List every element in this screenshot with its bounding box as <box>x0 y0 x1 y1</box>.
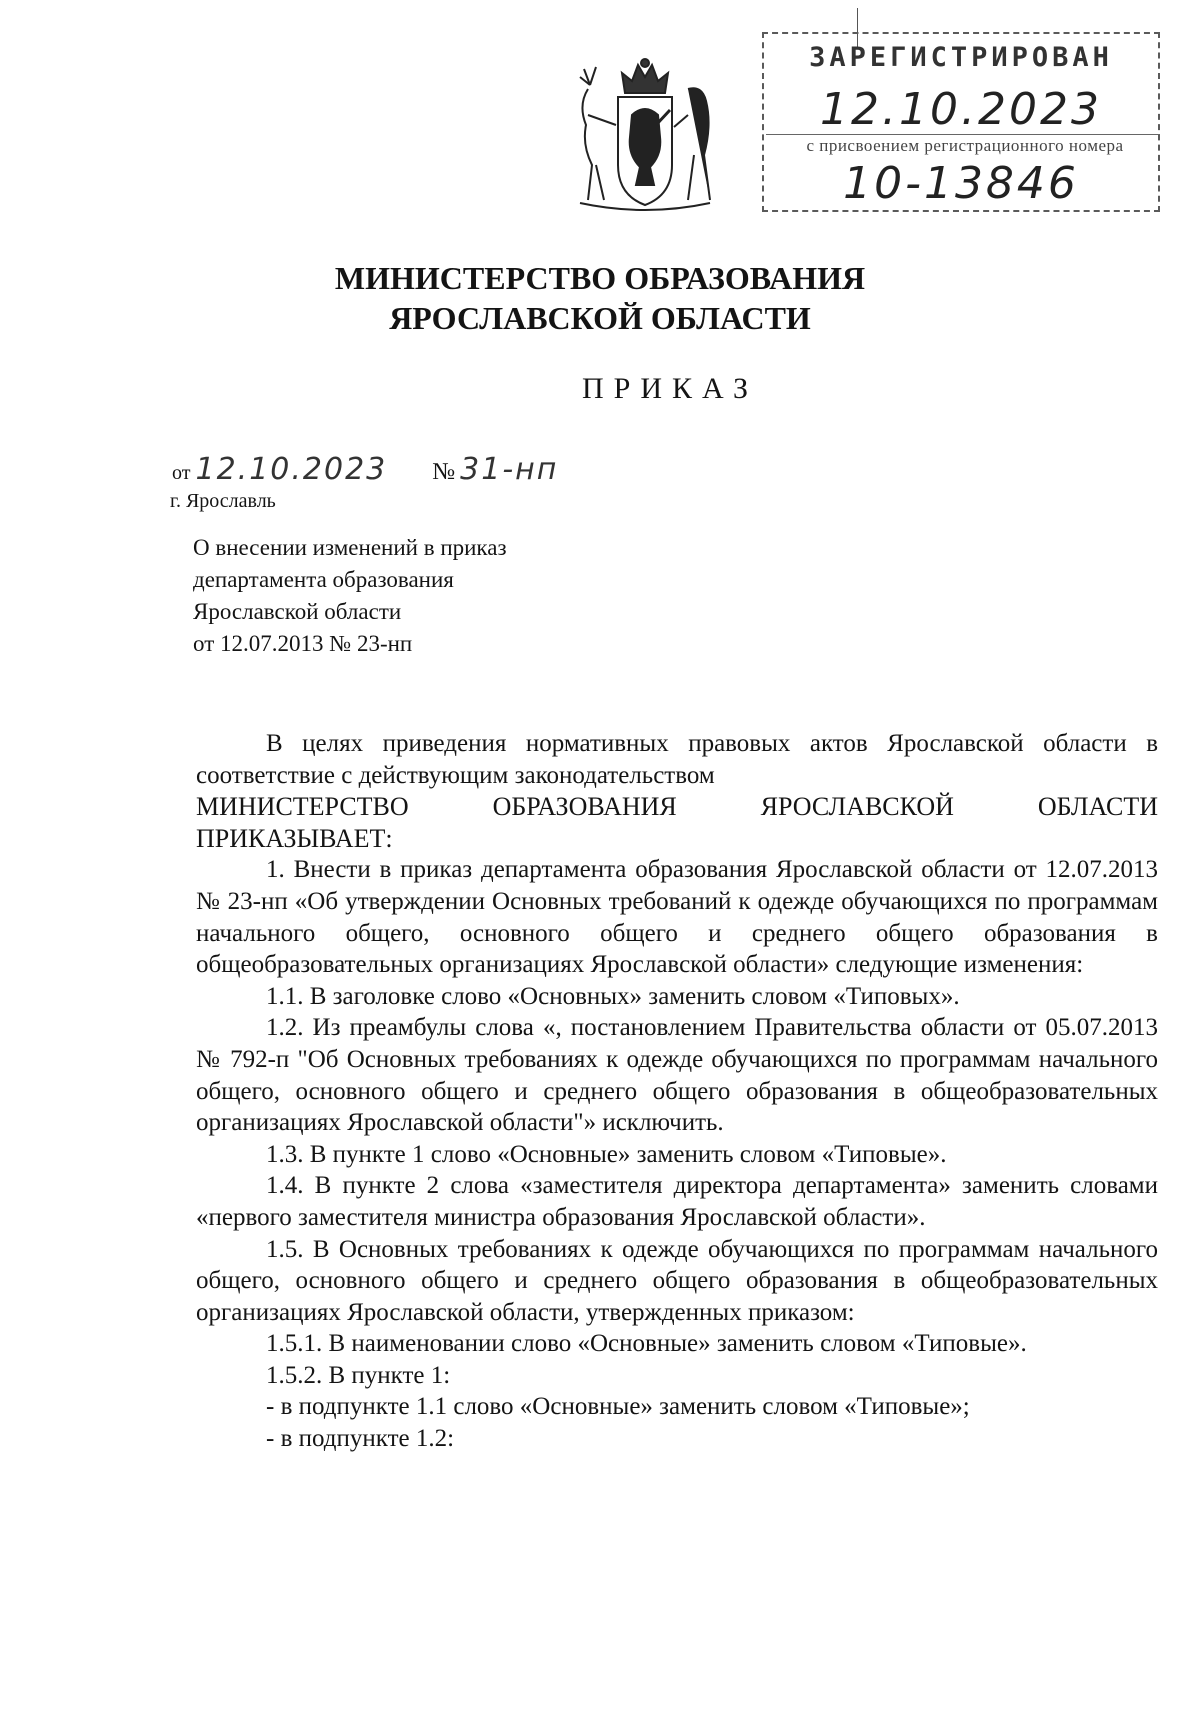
preamble-paragraph: В целях приведения нормативных правовых актов Ярославской области в соответствие с действующим законодательством <box>196 730 1158 789</box>
ministry-heading <box>0 258 1200 338</box>
order-number: 31-нп <box>460 452 559 487</box>
orders-heading-line-1: МИНИСТЕРСТВО ОБРАЗОВАНИЯ ЯРОСЛАВСКОЙ ОБЛАСТИ <box>196 792 1158 822</box>
stamp-date: 12.10.2023 <box>820 84 1102 135</box>
ministry-line-1: МИНИСТЕРСТВО ОБРАЗОВАНИЯ <box>334 260 866 296</box>
stamp-title: ЗАРЕГИСТРИРОВАН <box>809 42 1113 73</box>
order-body <box>196 728 1158 1455</box>
order-subject <box>193 532 507 660</box>
stamp-number: 10-13846 <box>843 158 1079 209</box>
orders-heading-line-2: ПРИКАЗЫВАЕТ: <box>196 823 393 853</box>
ministry-line-2: ЯРОСЛАВСКОЙ ОБЛАСТИ <box>389 300 811 336</box>
item-paragraph: 1.5. В Основных требованиях к одежде обучающихся по программам начального общего, основного общего и среднего общего образования в общеобразовательных организациях Ярославской области, утвержденных приказом: <box>196 1235 1158 1326</box>
city-label: г. Ярославль <box>170 490 276 512</box>
registration-stamp <box>762 32 1160 212</box>
item-paragraph: 1.5.1. В наименовании слово «Основные» заменить словом «Типовые». <box>266 1330 1027 1358</box>
item-paragraph: 1.3. В пункте 1 слово «Основные» заменить словом «Типовые». <box>266 1140 947 1168</box>
item-paragraph: 1.2. Из преамбулы слова «, постановлением Правительства области от 05.07.2013 № 792-п "Об Основных требованиях к одежде обучающихся по программам начального общего, основного общего и среднего общего образования в общеобразовательных организациях Ярославской области"» исключить. <box>196 1014 1158 1137</box>
item-paragraph: - в подпункте 1.1 слово «Основные» заменить словом «Типовые»; <box>266 1393 970 1421</box>
item-paragraph: - в подпункте 1.2: <box>266 1425 455 1453</box>
date-prefix: от <box>172 462 191 484</box>
subject-line: от 12.07.2013 № 23-нп <box>193 631 413 656</box>
document-type-title: ПРИКАЗ <box>582 372 758 405</box>
item-paragraph: 1.5.2. В пункте 1: <box>266 1361 451 1389</box>
item-paragraph: 1.1. В заголовке слово «Основных» заменить словом «Типовых». <box>266 982 960 1010</box>
stamp-divider <box>766 134 1160 135</box>
subject-line: Ярославской области <box>193 599 402 624</box>
stamp-caption: с присвоением регистрационного номера <box>806 136 1124 155</box>
item-paragraph: 1.4. В пункте 2 слова «заместителя директора департамента» заменить словами «первого заместителя министра образования Ярославской области». <box>196 1172 1158 1231</box>
subject-line: О внесении изменений в приказ <box>193 535 507 560</box>
coat-of-arms-emblem <box>570 55 720 215</box>
order-date: 12.10.2023 <box>195 452 388 487</box>
subject-line: департамента образования <box>193 567 454 592</box>
number-prefix: № <box>432 459 456 485</box>
date-number-line <box>172 452 558 487</box>
item-paragraph: 1. Внести в приказ департамента образования Ярославской области от 12.07.2013 № 23-нп «Об утверждении Основных требований к одежде обучающихся по программам начального общего, основного общего и среднего общего образования в общеобразовательных организациях Ярославской области» следующие изменения: <box>196 856 1158 979</box>
